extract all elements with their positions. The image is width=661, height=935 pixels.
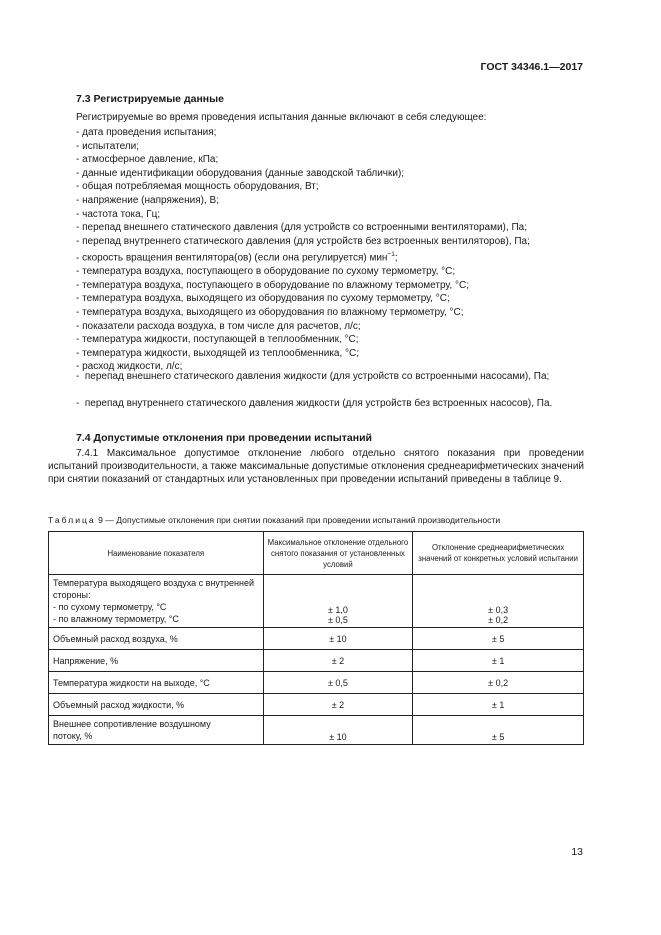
max-deviation-cell: ± 10 bbox=[263, 716, 413, 745]
cell-value: ± 1,0 bbox=[327, 605, 348, 615]
page-number: 13 bbox=[571, 846, 583, 858]
row-name: Объемный расход воздуха, % bbox=[49, 628, 264, 650]
max-deviation-cell: ± 2 bbox=[263, 650, 413, 672]
max-deviation-cell: ± 2 bbox=[263, 694, 413, 716]
list-item: - температура воздуха, выходящего из оборудования по сухому термометру, °С; bbox=[76, 292, 586, 306]
fan-speed-text: скорость вращения вентилятора(ов) (если она регулируется) мин bbox=[82, 252, 388, 264]
max-deviation-cell: ± 0,5 bbox=[263, 672, 413, 694]
table-header-row bbox=[49, 532, 584, 575]
list-dash: - bbox=[76, 398, 85, 409]
avg-deviation-cell: ± 5 bbox=[413, 716, 584, 745]
avg-deviation-cell: ± 1 bbox=[413, 694, 584, 716]
table-row bbox=[49, 575, 584, 628]
group-label: Температура выходящего воздуха с внутренней стороны: bbox=[53, 578, 255, 600]
row-name: Внешнее сопротивление воздушному потоку, % bbox=[49, 716, 264, 745]
list-item: - атмосферное давление, кПа; bbox=[76, 153, 586, 167]
table-caption-word: Таблица bbox=[48, 515, 96, 525]
max-deviation-cell: ± 10 bbox=[263, 628, 413, 650]
column-header: Наименование показателя bbox=[49, 532, 264, 575]
cell-value: ± 0,2 bbox=[488, 615, 509, 625]
list-item: - перепад внутреннего статического давления (для устройств без встроенных вентиляторов), Па; bbox=[76, 235, 586, 249]
list-item bbox=[48, 370, 584, 384]
table-row bbox=[49, 628, 584, 650]
avg-deviation-cell: ± 1 bbox=[413, 650, 584, 672]
cell-value: ± 0,3 bbox=[488, 605, 509, 615]
section-7-4-paragraph: 7.4.1 Максимальное допустимое отклонение любого отдельно снятого показания при проведении испытаний производительности, а также максимальные допустимые отклонения среднеарифметических значений при снятии показаний от стандартных или установленных при проведении испытаний приведены в таблице 9. bbox=[48, 448, 584, 486]
row-name: Температура жидкости на выходе, °С bbox=[49, 672, 264, 694]
tolerance-table bbox=[48, 531, 584, 745]
section-7-4-title: 7.4 Допустимые отклонения при проведении испытаний bbox=[76, 432, 372, 444]
max-deviation-cell bbox=[263, 575, 413, 628]
avg-deviation-cell: ± 0,2 bbox=[413, 672, 584, 694]
list-item: - напряжение (напряжения), В; bbox=[76, 194, 586, 208]
list-item-text: перепад внутреннего статического давления жидкости (для устройств без встроенных насосов), Па. bbox=[84, 398, 553, 409]
list-item: - данные идентификации оборудования (данные заводской таблички); bbox=[76, 167, 586, 181]
sub-row-name: - по сухому термометру, °С bbox=[53, 601, 259, 613]
list-item: - частота тока, Гц; bbox=[76, 208, 586, 222]
list-item: - температура воздуха, выходящего из оборудования по влажному термометру, °С; bbox=[76, 306, 586, 320]
list-item: - общая потребляемая мощность оборудования, Вт; bbox=[76, 180, 586, 194]
table-row bbox=[49, 694, 584, 716]
list-dash: - bbox=[76, 371, 85, 382]
avg-deviation-cell bbox=[413, 575, 584, 628]
table-caption-text: 9 — Допустимые отклонения при снятии показаний при проведении испытаний производительности bbox=[98, 515, 501, 525]
row-name: Напряжение, % bbox=[49, 650, 264, 672]
table-caption bbox=[48, 515, 500, 525]
list-item bbox=[48, 397, 584, 411]
list-item: - дата проведения испытания; bbox=[76, 126, 586, 140]
section-7-3-title: 7.3 Регистрируемые данные bbox=[76, 93, 224, 105]
standard-header: ГОСТ 34346.1—2017 bbox=[480, 61, 583, 73]
table-row bbox=[49, 716, 584, 745]
column-header: Отклонение среднеарифметических значений от конкретных условий испытании bbox=[413, 532, 584, 575]
avg-deviation-cell: ± 5 bbox=[413, 628, 584, 650]
list-item: - расход жидкости, л/с; bbox=[76, 360, 586, 374]
list-item: - перепад внешнего статического давления (для устройств со встроенными вентиляторами), Па; bbox=[76, 221, 586, 235]
cell-value: ± 0,5 bbox=[327, 615, 348, 625]
row-name: Объемный расход жидкости, % bbox=[49, 694, 264, 716]
list-item: - температура жидкости, выходящей из теплообменника, °С; bbox=[76, 347, 586, 361]
row-name bbox=[49, 575, 264, 628]
list-item: - температура воздуха, поступающего в оборудование по влажному термометру, °С; bbox=[76, 279, 586, 293]
fan-speed-superscript: −1 bbox=[387, 251, 395, 259]
list-item bbox=[76, 248, 586, 265]
column-header: Максимальное отклонение отдельного снятого показания от установленных условий bbox=[263, 532, 413, 575]
list-item: - температура воздуха, поступающего в оборудование по сухому термометру, °С; bbox=[76, 265, 586, 279]
section-7-3-intro: Регистрируемые во время проведения испытания данные включают в себя следующее: bbox=[76, 112, 487, 123]
list-item-text: перепад внешнего статического давления жидкости (для устройств со встроенными насосами), Па; bbox=[84, 371, 550, 382]
recorded-data-list bbox=[76, 126, 586, 374]
table-row bbox=[49, 650, 584, 672]
table-row bbox=[49, 672, 584, 694]
fan-speed-suffix: ; bbox=[394, 252, 398, 264]
sub-row-name: - по влажному термометру, °С bbox=[53, 613, 259, 625]
list-item: - показатели расхода воздуха, в том числе для расчетов, л/с; bbox=[76, 320, 586, 334]
list-item: - температура жидкости, поступающей в теплообменник, °С; bbox=[76, 333, 586, 347]
list-item: - испытатели; bbox=[76, 140, 586, 154]
